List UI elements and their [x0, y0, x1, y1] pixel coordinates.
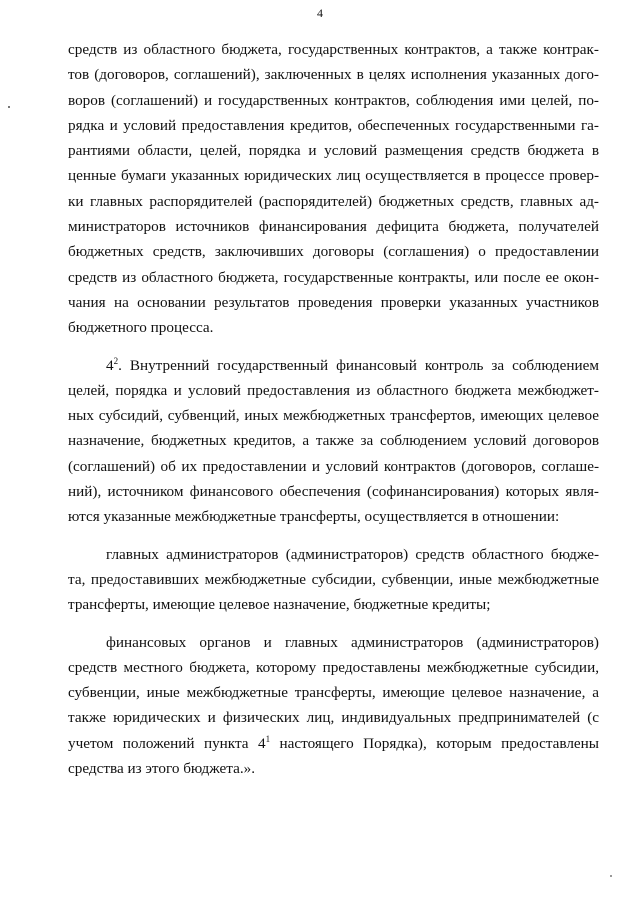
text-line: та, предоставивших межбюджетные субсидии, субвенции, иные межбюджетные	[68, 570, 599, 588]
text-line: также юридических и физических лиц, индивидуальных предпринимателей (с	[68, 709, 599, 727]
text-line: ются указанные межбюджетные трансферты, осуществляется в отношении:	[68, 508, 560, 526]
document-body	[68, 37, 599, 793]
paragraph-1	[68, 37, 599, 341]
scan-mark	[8, 106, 10, 108]
clause-superscript: 2	[113, 355, 119, 366]
reference-superscript: 1	[265, 733, 271, 744]
reference-text: учетом положений пункта 4	[68, 734, 266, 752]
text-line: ных субсидий, субвенций, иных межбюджетных трансфертов, имеющих целевое	[68, 407, 599, 425]
text-line: воров (соглашений) и государственных контрактов, соблюдения ими целей, по-	[68, 91, 599, 109]
text-line: назначение, бюджетных кредитов, а также за соблюдением условий договоров	[68, 432, 599, 450]
text-line: средств из областного бюджета, государственные контракты, или после ее окон-	[68, 268, 599, 286]
text-line	[68, 731, 599, 756]
paragraph-financial-bodies	[68, 630, 599, 782]
text-line: средства из этого бюджета.».	[68, 760, 256, 778]
text-line: трансферты, имеющие целевое назначение, бюджетные кредиты;	[68, 596, 491, 614]
text-line: главных администраторов (администраторов) средств областного бюдже-	[106, 545, 599, 563]
text-line	[68, 353, 599, 378]
text-line: рядка и условий предоставления кредитов, обеспеченных государственными га-	[68, 116, 599, 134]
text-line: ний), источником финансового обеспечения (софинансирования) которых явля-	[68, 483, 599, 501]
text-line: тов (договоров, соглашений), заключенных в целях исполнения указанных дого-	[68, 66, 599, 84]
clause-text: . Внутренний государственный финансовый контроль за соблюдением	[118, 356, 599, 374]
clause-number: 4	[106, 356, 114, 374]
text-line: целей, порядка и условий предоставления из областного бюджета межбюджет-	[68, 381, 599, 399]
reference-text: настоящего Порядка), которым предоставлены	[270, 734, 600, 752]
page-number: 4	[317, 6, 323, 20]
paragraph-4-2	[68, 353, 599, 530]
text-line: бюджетного процесса.	[68, 319, 214, 337]
text-line: субвенции, иные межбюджетные трансферты, имеющие целевое назначение, а	[68, 684, 599, 702]
scan-mark	[610, 875, 612, 877]
text-line: финансовых органов и главных администраторов (администраторов)	[106, 633, 599, 651]
text-line: средств местного бюджета, которому предоставлены межбюджетные субсидии,	[68, 658, 599, 676]
text-line: ки главных распорядителей (распорядителей) бюджетных средств, главных ад-	[68, 192, 599, 210]
text-line: средств из областного бюджета, государственных контрактов, а также контрак-	[68, 41, 599, 58]
text-line: бюджетных средств, заключивших договоры (соглашения) о предоставлении	[68, 243, 599, 261]
text-line: чания на основании результатов проведения проверки указанных участников	[68, 293, 599, 311]
paragraph-administrators	[68, 542, 599, 618]
text-line: ценные бумаги указанных юридических лиц осуществляется в процессе провер-	[68, 167, 599, 185]
text-line: (соглашений) об их предоставлении и условий контрактов (договоров, соглаше-	[68, 457, 599, 475]
text-line: рантиями области, целей, порядка и условий размещения средств бюджета в	[68, 142, 599, 160]
text-line: министраторов источников финансирования дефицита бюджета, получателей	[68, 218, 599, 236]
